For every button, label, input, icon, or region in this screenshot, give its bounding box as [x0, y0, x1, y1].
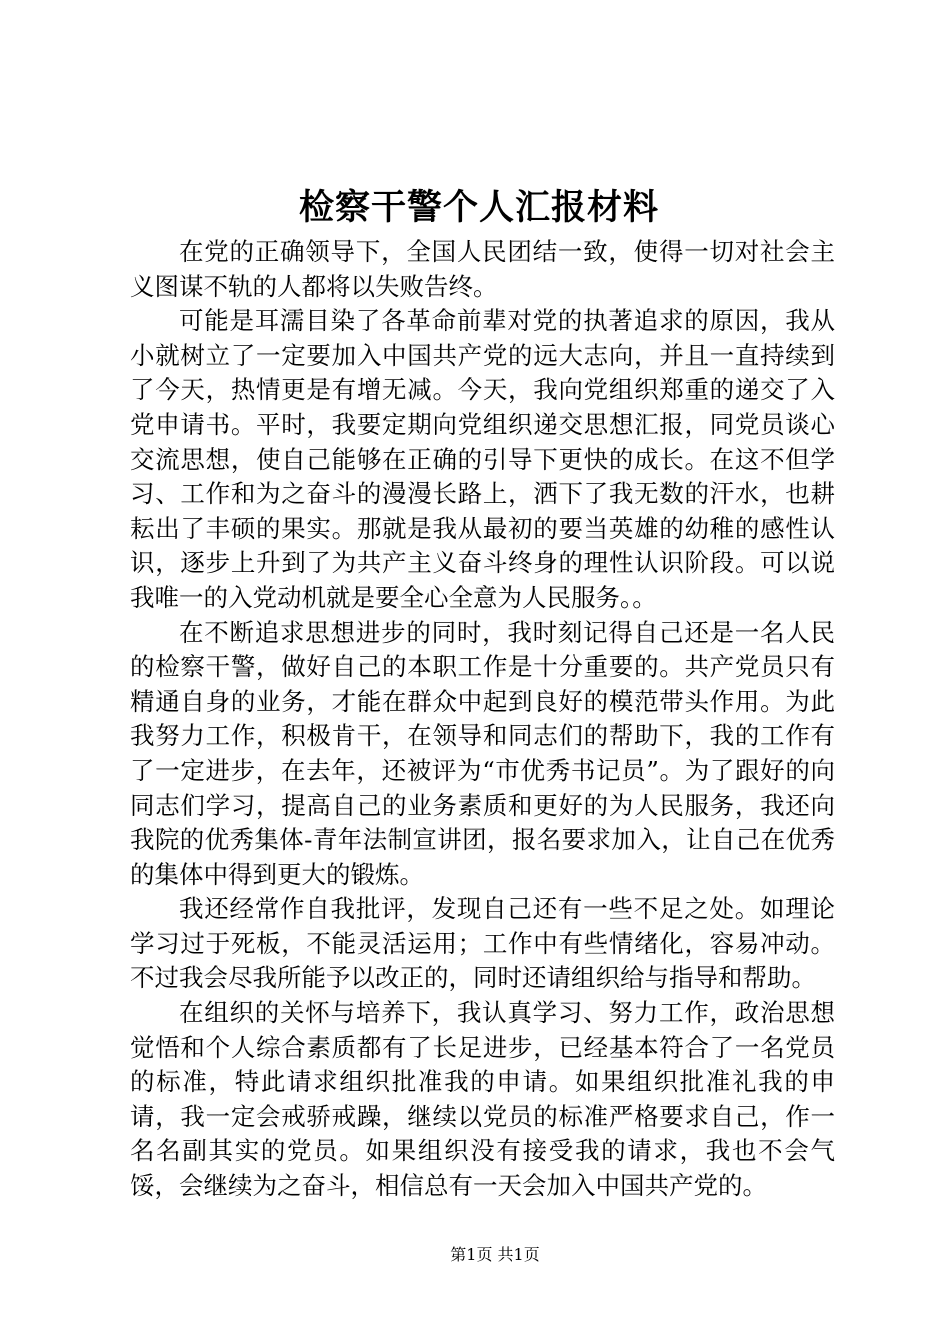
page-footer: 第1页 共1页 [450, 1245, 540, 1264]
paragraph-4: 我还经常作自我批评，发现自己还有一些不足之处。如理论学习过于死板，不能灵活运用；工作中有些情绪化，容易冲动。不过我会尽我所能予以改正的，同时还请组织给与指导和帮助。 [130, 894, 835, 993]
document-body [130, 235, 835, 1204]
paragraph-5: 在组织的关怀与培养下，我认真学习、努力工作，政治思想觉悟和个人综合素质都有了长足进步，已经基本符合了一名党员的标准，特此请求组织批准我的申请。如果组织批准礼我的申请，我一定会戒骄戒躁，继续以党员的标准严格要求自己，作一名名副其实的党员。如果组织没有接受我的请求，我也不会气馁，会继续为之奋斗，相信总有一天会加入中国共产党的。 [130, 998, 835, 1201]
paragraph-3: 在不断追求思想进步的同时，我时刻记得自己还是一名人民的检察干警，做好自己的本职工作是十分重要的。共产党员只有精通自身的业务，才能在群众中起到良好的模范带头作用。为此我努力工作，积极肯干，在领导和同志们的帮助下，我的工作有了一定进步，在去年，还被评为“市优秀书记员”。为了跟好的向同志们学习，提高自己的业务素质和更好的为人民服务，我还向我院的优秀集体-青年法制宣讲团，报名要求加入，让自己在优秀的集体中得到更大的锻炼。 [130, 617, 835, 889]
paragraph-2: 可能是耳濡目染了各革命前辈对党的执著追求的原因，我从小就树立了一定要加入中国共产党的远大志向，并且一直持续到了今天，热情更是有增无减。今天，我向党组织郑重的递交了入党申请书。平时，我要定期向党组织递交思想汇报，同党员谈心交流思想，使自己能够在正确的引导下更快的成长。在这不但学习、工作和为之奋斗的漫漫长路上，洒下了我无数的汗水，也耕耘出了丰硕的果实。那就是我从最初的要当英雄的幼稚的感性认识，逐步上升到了为共产主义奋斗终身的理性认识阶段。可以说我唯一的入党动机就是要全心全意为人民服务。。 [130, 306, 835, 612]
document-title: 检察干警个人汇报材料 [298, 187, 659, 228]
paragraph-1: 在党的正确领导下，全国人民团结一致，使得一切对社会主义图谋不轨的人都将以失败告终。 [130, 237, 835, 301]
